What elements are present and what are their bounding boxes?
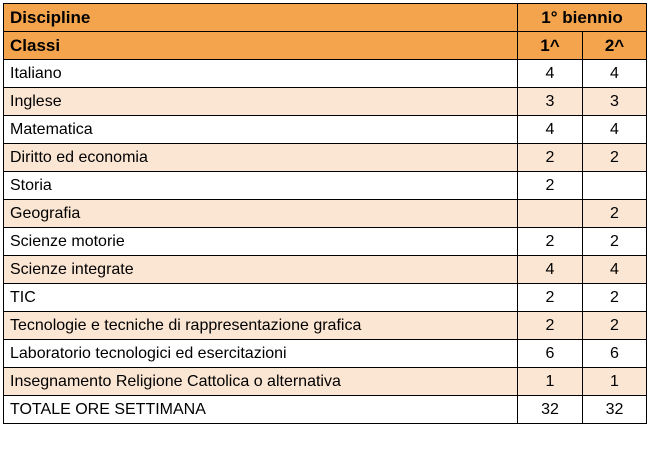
- subject-cell: TIC: [4, 284, 518, 312]
- table-row: [4, 340, 647, 368]
- subject-cell: Diritto ed economia: [4, 144, 518, 172]
- year1-hours-cell: 3: [518, 88, 583, 116]
- year2-hours-cell: [583, 172, 647, 200]
- table-row: [4, 116, 647, 144]
- subject-cell: Inglese: [4, 88, 518, 116]
- table-row: [4, 60, 647, 88]
- table-row: [4, 368, 647, 396]
- table-row: [4, 312, 647, 340]
- year2-hours-cell: 1: [583, 368, 647, 396]
- table-row: [4, 256, 647, 284]
- year2-hours-cell: 2: [583, 228, 647, 256]
- subject-cell: Scienze motorie: [4, 228, 518, 256]
- year1-header: 1^: [518, 32, 583, 60]
- header-row-classes: [4, 32, 647, 60]
- subject-cell: Matematica: [4, 116, 518, 144]
- subject-cell: Laboratorio tecnologici ed esercitazioni: [4, 340, 518, 368]
- weekly-hours-table: [3, 3, 647, 424]
- year1-hours-cell: 1: [518, 368, 583, 396]
- total-label-cell: TOTALE ORE SETTIMANA: [4, 396, 518, 424]
- year2-hours-cell: 2: [583, 144, 647, 172]
- year1-hours-cell: 4: [518, 256, 583, 284]
- year2-header: 2^: [583, 32, 647, 60]
- year2-hours-cell: 2: [583, 312, 647, 340]
- table-row: [4, 200, 647, 228]
- discipline-header: Discipline: [4, 4, 518, 32]
- year2-hours-cell: 2: [583, 284, 647, 312]
- subject-cell: Storia: [4, 172, 518, 200]
- year2-hours-cell: 4: [583, 60, 647, 88]
- subject-cell: Insegnamento Religione Cattolica o alternativa: [4, 368, 518, 396]
- table-row: [4, 144, 647, 172]
- table-row: [4, 228, 647, 256]
- year2-hours-cell: 4: [583, 116, 647, 144]
- year1-hours-cell: 2: [518, 284, 583, 312]
- year2-hours-cell: 2: [583, 200, 647, 228]
- table-row: [4, 172, 647, 200]
- year2-hours-cell: 6: [583, 340, 647, 368]
- subject-cell: Scienze integrate: [4, 256, 518, 284]
- header-row-discipline: [4, 4, 647, 32]
- year2-hours-cell: 3: [583, 88, 647, 116]
- classes-header: Classi: [4, 32, 518, 60]
- year1-total-cell: 32: [518, 396, 583, 424]
- period-header: 1° biennio: [518, 4, 647, 32]
- year1-hours-cell: 4: [518, 116, 583, 144]
- year2-total-cell: 32: [583, 396, 647, 424]
- subject-cell: Geografia: [4, 200, 518, 228]
- year1-hours-cell: 4: [518, 60, 583, 88]
- year1-hours-cell: 2: [518, 228, 583, 256]
- total-row: [4, 396, 647, 424]
- year1-hours-cell: 2: [518, 312, 583, 340]
- table-row: [4, 284, 647, 312]
- year1-hours-cell: 2: [518, 172, 583, 200]
- subject-cell: Italiano: [4, 60, 518, 88]
- year1-hours-cell: 6: [518, 340, 583, 368]
- year2-hours-cell: 4: [583, 256, 647, 284]
- year1-hours-cell: 2: [518, 144, 583, 172]
- year1-hours-cell: [518, 200, 583, 228]
- table-row: [4, 88, 647, 116]
- subject-cell: Tecnologie e tecniche di rappresentazione grafica: [4, 312, 518, 340]
